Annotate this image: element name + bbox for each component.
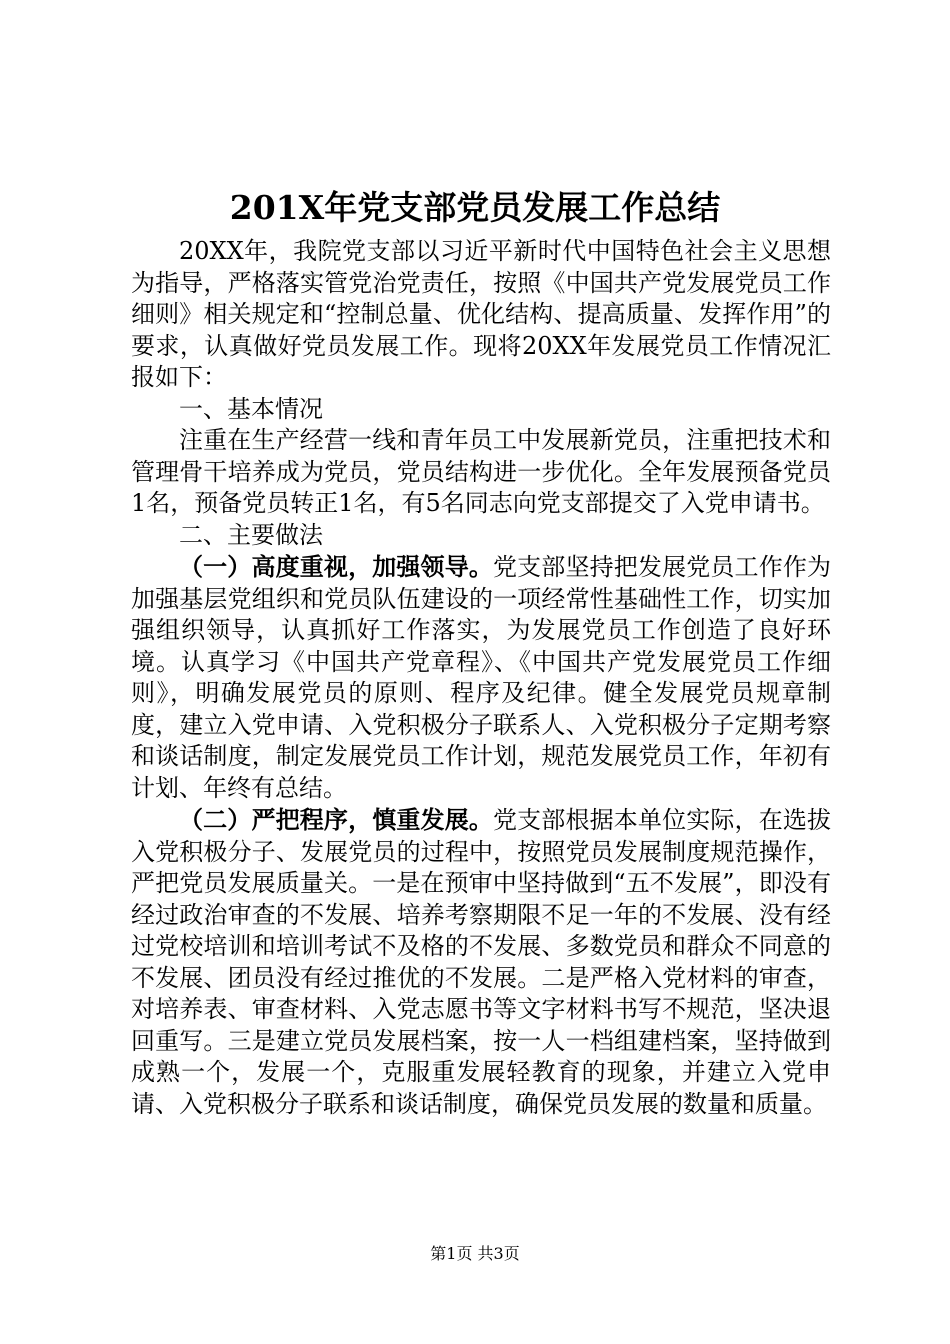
intro-paragraph: 20XX年，我院党支部以习近平新时代中国特色社会主义思想为指导，严格落实管党治党责任，按照《中国共产党发展党员工作细则》相关规定和“控制总量、优化结构、提高质量、发挥作用”的要求，认真做好党员发展工作。现将20XX年发展党员工作情况汇报如下： — [131, 237, 831, 391]
subsection-2-lead: （二）严把程序，慎重发展。 — [179, 805, 493, 834]
subsection-2-paragraph — [131, 804, 831, 1120]
page-number-footer: 第1页 共3页 — [430, 1244, 520, 1263]
subsection-1-lead: （一）高度重视，加强领导。 — [179, 552, 493, 581]
section-heading-basic-situation: 一、基本情况 — [179, 394, 323, 423]
document-title: 201X年党支部党员发展工作总结 — [229, 188, 721, 227]
basic-situation-paragraph: 注重在生产经营一线和青年员工中发展新党员，注重把技术和管理骨干培养成为党员，党员结构进一步优化。全年发展预备党员1名，预备党员转正1名，有5名同志向党支部提交了入党申请书。 — [131, 426, 831, 517]
subsection-1-paragraph — [131, 551, 831, 804]
subsection-2-text: 党支部根据本单位实际，在选拔入党积极分子、发展党员的过程中，按照党员发展制度规范操作，严把党员发展质量关。一是在预审中坚持做到“五不发展”，即没有经过政治审查的不发展、培养考察期限不足一年的不发展、没有经过党校培训和培训考试不及格的不发展、多数党员和群众不同意的不发展、团员没有经过推优的不发展。二是严格入党材料的审查，对培养表、审查材料、入党志愿书等文字材料书写不规范，坚决退回重写。三是建立党员发展档案，按一人一档组建档案，坚持做到成熟一个，发展一个，克服重发展轻教育的现象，并建立入党申请、入党积极分子联系和谈话制度，确保党员发展的数量和质量。 — [131, 806, 831, 1118]
section-heading-main-practices: 二、主要做法 — [179, 520, 323, 549]
document-body — [131, 236, 831, 1120]
subsection-1-text: 党支部坚持把发展党员工作作为加强基层党组织和党员队伍建设的一项经常性基础性工作，切实加强组织领导，认真抓好工作落实，为发展党员工作创造了良好环境。认真学习《中国共产党章程》、《中国共产党发展党员工作细则》，明确发展党员的原则、程序及纪律。健全发展党员规章制度，建立入党申请、入党积极分子联系人、入党积极分子定期考察和谈话制度，制定发展党员工作计划，规范发展党员工作，年初有计划、年终有总结。 — [131, 553, 831, 802]
